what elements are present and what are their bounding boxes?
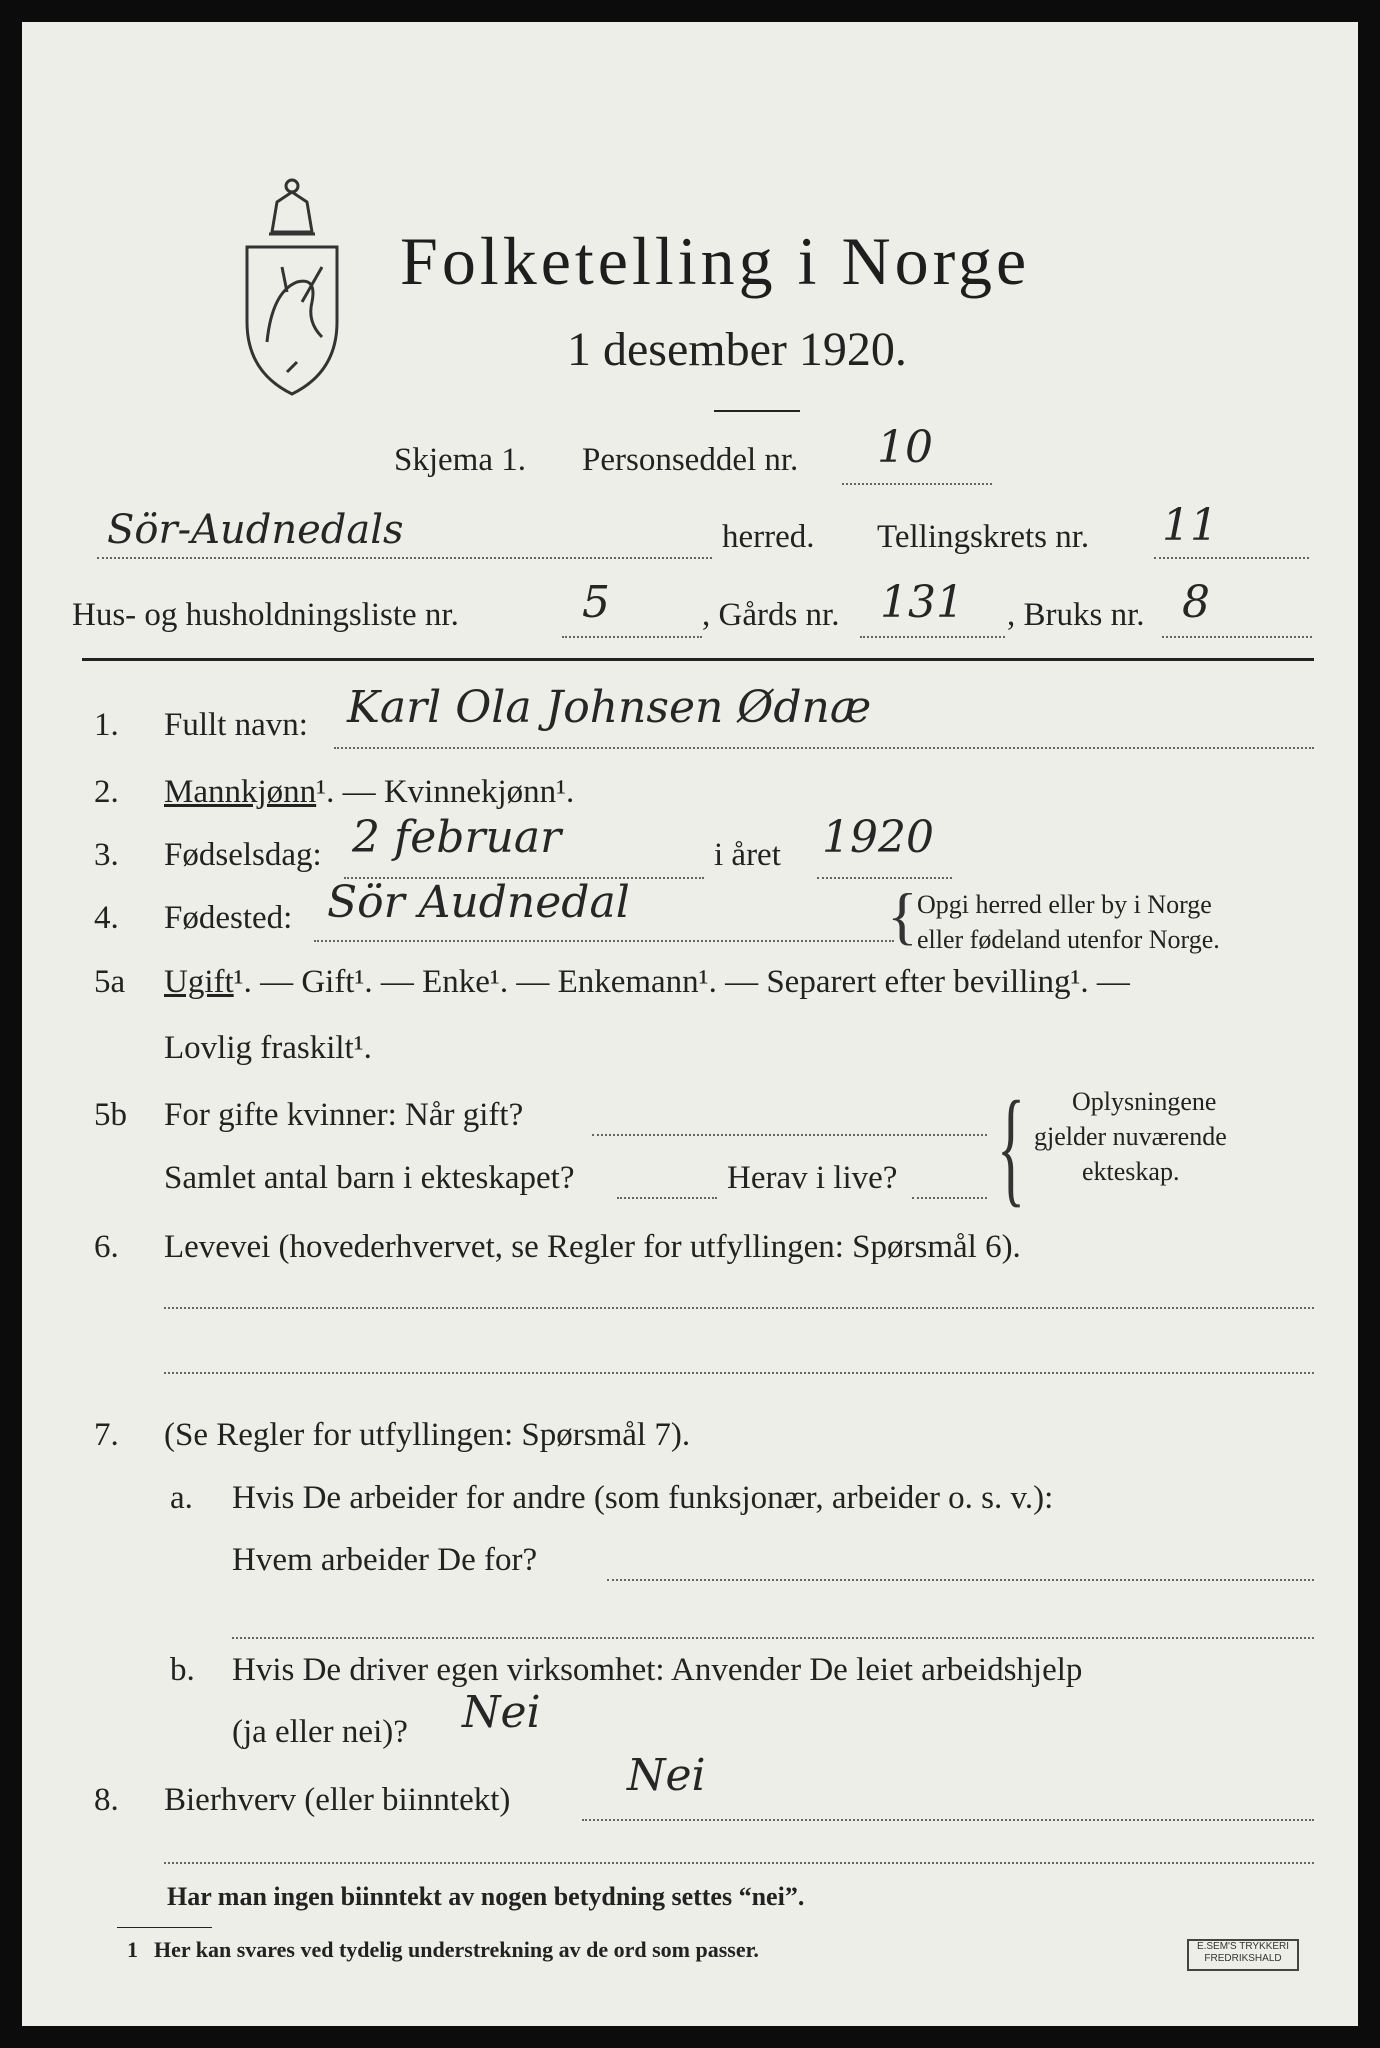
q7-number: 7.: [94, 1417, 119, 1453]
q2-text: Mannkjønn¹. — Kvinnekjønn¹.: [164, 774, 575, 810]
q4-value: Sör Audnedal: [327, 877, 630, 928]
herred-line: [97, 557, 712, 559]
q3-year-label: i året: [714, 837, 781, 873]
census-form-page: [22, 22, 1358, 2026]
tellingskrets-value: 11: [1162, 500, 1218, 551]
personseddel-label: Personseddel nr.: [582, 442, 799, 478]
q5b-children-line: [617, 1197, 717, 1199]
header-divider: [82, 658, 1314, 661]
q6-label: Levevei (hovederhvervet, se Regler for utfyllingen: Spørsmål 6).: [164, 1229, 1021, 1265]
q2-number: 2.: [94, 774, 119, 810]
herred-label: herred.: [722, 519, 815, 555]
q7a-line1: Hvis De arbeider for andre (som funksjonær, arbeider o. s. v.):: [232, 1480, 1054, 1516]
q6-line-1: [164, 1307, 1314, 1309]
q7-label: (Se Regler for utfyllingen: Spørsmål 7).: [164, 1417, 691, 1453]
bruks-value: 8: [1182, 577, 1210, 628]
q5b-herav: Herav i live?: [727, 1160, 898, 1196]
skjema-label: Skjema 1.: [394, 442, 526, 478]
footnote-number: 1: [127, 1937, 138, 1962]
bruks-label: , Bruks nr.: [1007, 597, 1145, 633]
q8-label: Bierhverv (eller biinntekt): [164, 1782, 511, 1818]
gards-line: [860, 636, 1005, 638]
q5a-number: 5a: [94, 964, 126, 1000]
norway-coat-of-arms-icon: [227, 172, 357, 402]
hus-line: [562, 636, 702, 638]
footnote-text: Her kan svares ved tydelig understrekning av de ord som passer.: [154, 1937, 759, 1962]
census-date: 1 desember 1920.: [567, 323, 907, 376]
q1-line: [334, 747, 1314, 749]
q7a-letter: a.: [170, 1480, 193, 1516]
bruks-line: [1162, 636, 1312, 638]
q7b-line1: Hvis De driver egen virksomhet: Anvender De leiet arbeidshjelp: [232, 1652, 1083, 1688]
q4-label: Fødested:: [164, 900, 293, 936]
q5b-alive-line: [912, 1197, 987, 1199]
q4-line: [314, 940, 894, 942]
q7a-answer-line: [607, 1579, 1314, 1581]
q8-value: Nei: [627, 1750, 706, 1801]
q3-number: 3.: [94, 837, 119, 873]
herred-value: Sör-Audnedals: [107, 507, 404, 553]
q5a-ugift-option: Ugift: [164, 964, 234, 1000]
q5a-line2: Lovlig fraskilt¹.: [164, 1030, 372, 1066]
q4-brace: {: [887, 880, 918, 951]
hus-value: 5: [582, 577, 610, 628]
q6-number: 6.: [94, 1229, 119, 1265]
q3-year-value: 1920: [822, 812, 934, 863]
q5b-note-line2: gjelder nuværende: [1034, 1122, 1227, 1151]
footer-note: Har man ingen biinntekt av nogen betydning settes “nei”.: [167, 1882, 805, 1911]
q8-number: 8.: [94, 1782, 119, 1818]
q1-number: 1.: [94, 707, 119, 743]
form-title: Folketelling i Norge: [400, 223, 1031, 299]
personseddel-line: [842, 483, 992, 485]
personseddel-value: 10: [877, 422, 933, 473]
q7a-line2: Hvem arbeider De for?: [232, 1542, 538, 1578]
q5b-line2: Samlet antal barn i ekteskapet?: [164, 1160, 575, 1196]
q4-note-line1: Opgi herred eller by i Norge: [917, 890, 1212, 919]
printer-mark-line1: E.SEM'S TRYKKERI: [1196, 1941, 1290, 1952]
gards-value: 131: [880, 577, 964, 628]
q5b-brace: {: [997, 1075, 1026, 1219]
q3-year-line: [817, 877, 952, 879]
q2-female-option: Kvinnekjønn: [383, 774, 557, 810]
q1-label: Fullt navn:: [164, 707, 308, 743]
q5b-married-line: [592, 1134, 987, 1136]
gards-label: , Gårds nr.: [702, 597, 840, 633]
q8-line: [582, 1819, 1314, 1821]
q6-line-2: [164, 1372, 1314, 1374]
footnote-rule: [117, 1927, 212, 1928]
q7b-line2: (ja eller nei)?: [232, 1714, 408, 1750]
footer-line: [164, 1862, 1314, 1864]
q5b-line1: For gifte kvinner: Når gift?: [164, 1097, 524, 1133]
printer-mark-line2: FREDRIKSHALD: [1204, 1953, 1282, 1964]
q3-value: 2 februar: [352, 812, 562, 863]
q5b-number: 5b: [94, 1097, 127, 1133]
title-divider: [714, 410, 800, 412]
q5b-note-line3: ekteskap.: [1082, 1157, 1180, 1186]
q4-note-line2: eller fødeland utenfor Norge.: [917, 925, 1220, 954]
q4-number: 4.: [94, 900, 119, 936]
tellingskrets-label: Tellingskrets nr.: [877, 519, 1090, 555]
q3-label: Fødselsdag:: [164, 837, 322, 873]
q7b-value: Nei: [462, 1687, 541, 1738]
q2-male-option: Mannkjønn: [164, 774, 317, 810]
tellingskrets-line: [1154, 557, 1309, 559]
q7b-letter: b.: [170, 1652, 195, 1688]
q7a-extra-line: [232, 1637, 1314, 1639]
hus-label: Hus- og husholdningsliste nr.: [72, 597, 459, 633]
printer-mark: [1187, 1939, 1299, 1971]
q5a-text: Ugift¹. — Gift¹. — Enke¹. — Enkemann¹. — Separert efter bevilling¹. —: [164, 964, 1130, 1000]
q5b-note-line1: Oplysningene: [1072, 1087, 1217, 1116]
q1-value: Karl Ola Johnsen Ødnæ: [347, 682, 872, 733]
